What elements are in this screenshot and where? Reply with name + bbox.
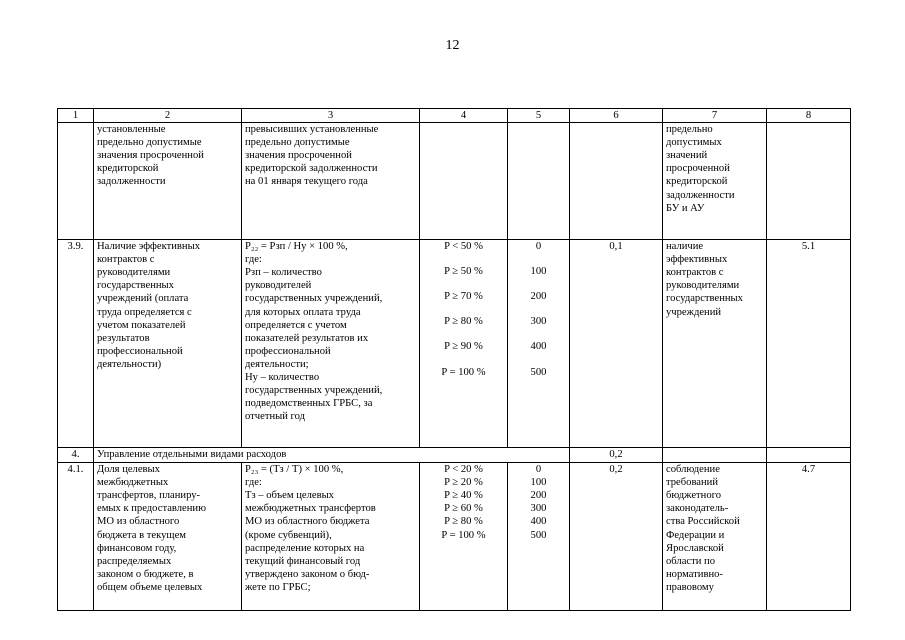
section-title: Управление отдельными видами расходов xyxy=(94,448,570,463)
cell-line: P ≥ 20 % xyxy=(444,477,483,489)
cell-line: общем объеме целевых xyxy=(97,581,203,593)
header-cell: 5 xyxy=(508,109,570,123)
cell-line: правовому xyxy=(666,581,714,593)
cell-line: установленные xyxy=(97,124,166,136)
cell-line: подведомственных ГРБС, за xyxy=(245,398,373,410)
cell-line: 500 xyxy=(530,529,547,541)
cell-line: БУ и АУ xyxy=(666,202,705,214)
cell-line: емых к предоставлению xyxy=(97,503,207,515)
cell-line: требований xyxy=(666,477,719,489)
score-cell xyxy=(508,463,570,611)
row-number: 3.9. xyxy=(58,240,94,448)
cell-line: Наличие эффективных xyxy=(97,241,200,253)
cell-line: предельно допустимые xyxy=(245,137,350,149)
condition-cell xyxy=(420,463,508,611)
cell-line: государственных xyxy=(97,280,174,292)
cell-line: профессиональной xyxy=(97,345,183,357)
cell-line: учетом показателей xyxy=(97,319,186,331)
cell-line: P ≥ 50 % xyxy=(444,266,483,278)
cell-line: на 01 января текущего года xyxy=(245,176,368,188)
cell-line: показателей результатов их xyxy=(245,332,369,344)
cell-line: 300 xyxy=(530,316,547,328)
note-cell xyxy=(663,448,767,463)
header-cell: 2 xyxy=(94,109,242,123)
cell-line: нормативно- xyxy=(666,568,723,580)
cell-line: значений xyxy=(666,150,708,162)
cell-line: Pзп – количество xyxy=(245,267,322,279)
cell-line: допустимых xyxy=(666,137,722,149)
cell-line: результатов xyxy=(97,332,150,344)
cell-line: кредиторской задолженности xyxy=(245,163,378,175)
cell-line: P = 100 % xyxy=(441,529,486,541)
cell-line: профессиональной xyxy=(245,345,331,357)
cell-line: для которых оплата труда xyxy=(245,306,361,318)
page-number: 12 xyxy=(445,38,460,53)
condition-cell xyxy=(420,123,508,240)
header-cell: 6 xyxy=(570,109,663,123)
reference-cell: 4.7 xyxy=(767,463,851,611)
header-cell: 8 xyxy=(767,109,851,123)
cell-line: ства Российской xyxy=(666,516,740,528)
cell-line: отчетный год xyxy=(245,411,306,423)
cell-line: деятельности; xyxy=(245,358,309,370)
reference-cell: 5.1 xyxy=(767,240,851,448)
cell-line: эффективных xyxy=(666,254,728,266)
weight-cell: 0,2 xyxy=(570,448,663,463)
cell-line: где: xyxy=(245,254,262,266)
cell-line: руководителями xyxy=(666,280,740,292)
cell-line: P ≥ 80 % xyxy=(444,516,483,528)
cell-line: просроченной xyxy=(666,163,730,175)
header-cell: 7 xyxy=(663,109,767,123)
cell-line: 100 xyxy=(530,477,547,489)
formula-cell xyxy=(242,240,420,448)
cell-line: P ≥ 80 % xyxy=(444,316,483,328)
cell-line: межбюджетных трансфертов xyxy=(245,503,376,515)
cell-line: P ≥ 70 % xyxy=(444,291,483,303)
cell-line: контрактов с xyxy=(97,254,155,266)
cell-line: Доля целевых xyxy=(97,464,160,476)
header-cell: 3 xyxy=(242,109,420,123)
cell-line: государственных учреждений, xyxy=(245,385,383,397)
cell-line: значения просроченной xyxy=(245,150,352,162)
table-row xyxy=(58,240,851,448)
cell-line: где: xyxy=(245,477,262,489)
cell-line: трансфертов, планиру- xyxy=(97,490,201,502)
row-number: 4. xyxy=(58,448,94,463)
cell-line: 500 xyxy=(530,366,547,378)
header-cell: 1 xyxy=(58,109,94,123)
cell-line: межбюджетных xyxy=(97,477,169,489)
cell-line: предельно xyxy=(666,124,713,136)
header-row xyxy=(58,109,851,123)
cell-line: МО из областного xyxy=(97,516,180,528)
table-row xyxy=(58,123,851,240)
cell-line: наличие xyxy=(666,241,704,253)
cell-line: предельно допустимые xyxy=(97,137,202,149)
cell-line: законодатель- xyxy=(666,503,729,515)
cell-line: Ярославской xyxy=(666,542,724,554)
cell-line: МО из областного бюджета xyxy=(245,516,370,528)
row-number xyxy=(58,123,94,240)
cell-line: задолженности xyxy=(97,176,166,188)
row-number: 4.1. xyxy=(58,463,94,611)
cell-line: Tз – объем целевых xyxy=(245,490,334,502)
cell-line: текущий финансовый год xyxy=(245,555,361,567)
note-cell xyxy=(663,240,767,448)
cell-line: финансовом году, xyxy=(97,542,177,554)
cell-line: P < 20 % xyxy=(444,464,483,476)
cell-line: распределение которых на xyxy=(245,542,365,554)
cell-line: Федерации и xyxy=(666,529,725,541)
cell-line: задолженности xyxy=(666,189,735,201)
cell-line: соблюдение xyxy=(666,464,720,476)
cell-line: значения просроченной xyxy=(97,150,204,162)
cell-line: руководителями xyxy=(97,267,171,279)
score-cell xyxy=(508,123,570,240)
indicator-name xyxy=(94,240,242,448)
cell-line: области по xyxy=(666,555,716,567)
indicator-name xyxy=(94,123,242,240)
condition-cell xyxy=(420,240,508,448)
cell-line: 200 xyxy=(530,490,547,502)
note-cell xyxy=(663,123,767,240)
indicator-table xyxy=(57,108,851,611)
cell-line: деятельности) xyxy=(97,358,162,370)
cell-line: бюджета в текущем xyxy=(97,529,186,541)
cell-line: жете по ГРБС; xyxy=(245,581,311,593)
cell-line: учреждений (оплата xyxy=(97,293,189,305)
reference-cell xyxy=(767,123,851,240)
indicator-name xyxy=(94,463,242,611)
cell-line: 300 xyxy=(530,503,547,515)
formula-cell xyxy=(242,463,420,611)
cell-line: P ≥ 40 % xyxy=(444,490,483,502)
cell-line: 0 xyxy=(535,464,542,476)
cell-line: распределяемых xyxy=(97,555,172,567)
cell-line: 200 xyxy=(530,291,547,303)
cell-line: P ≥ 90 % xyxy=(444,341,483,353)
cell-line: бюджетного xyxy=(666,490,722,502)
cell-line: 400 xyxy=(530,341,547,353)
cell-line: 400 xyxy=(530,516,547,528)
cell-line: учреждений xyxy=(666,306,722,318)
weight-cell: 0,1 xyxy=(570,240,663,448)
cell-line: кредиторской xyxy=(97,163,159,175)
section-row xyxy=(58,448,851,463)
cell-line: определяется с учетом xyxy=(245,319,347,331)
weight-cell: 0,2 xyxy=(570,463,663,611)
cell-line: руководителей xyxy=(245,280,312,292)
score-cell xyxy=(508,240,570,448)
cell-line: государственных xyxy=(666,293,743,305)
reference-cell xyxy=(767,448,851,463)
weight-cell xyxy=(570,123,663,240)
cell-line: P₂₃ = (Tз / T) × 100 %, xyxy=(245,464,344,476)
header-cell: 4 xyxy=(420,109,508,123)
formula-cell xyxy=(242,123,420,240)
cell-line: контрактов с xyxy=(666,267,724,279)
cell-line: (кроме субвенций), xyxy=(245,529,332,541)
cell-line: P ≥ 60 % xyxy=(444,503,483,515)
cell-line: кредиторской xyxy=(666,176,728,188)
cell-line: государственных учреждений, xyxy=(245,293,383,305)
cell-line: законом о бюджете, в xyxy=(97,568,194,580)
table-row xyxy=(58,463,851,611)
cell-line: Hу – количество xyxy=(245,372,320,384)
cell-line: 0 xyxy=(535,241,542,253)
cell-line: труда определяется с xyxy=(97,306,192,318)
cell-line: P₂₂ = Pзп / Hу × 100 %, xyxy=(245,241,348,253)
cell-line: 100 xyxy=(530,266,547,278)
cell-line: P < 50 % xyxy=(444,241,483,253)
cell-line: превысивших установленные xyxy=(245,124,379,136)
note-cell xyxy=(663,463,767,611)
cell-line: утверждено законом о бюд- xyxy=(245,568,370,580)
cell-line: P = 100 % xyxy=(441,366,486,378)
